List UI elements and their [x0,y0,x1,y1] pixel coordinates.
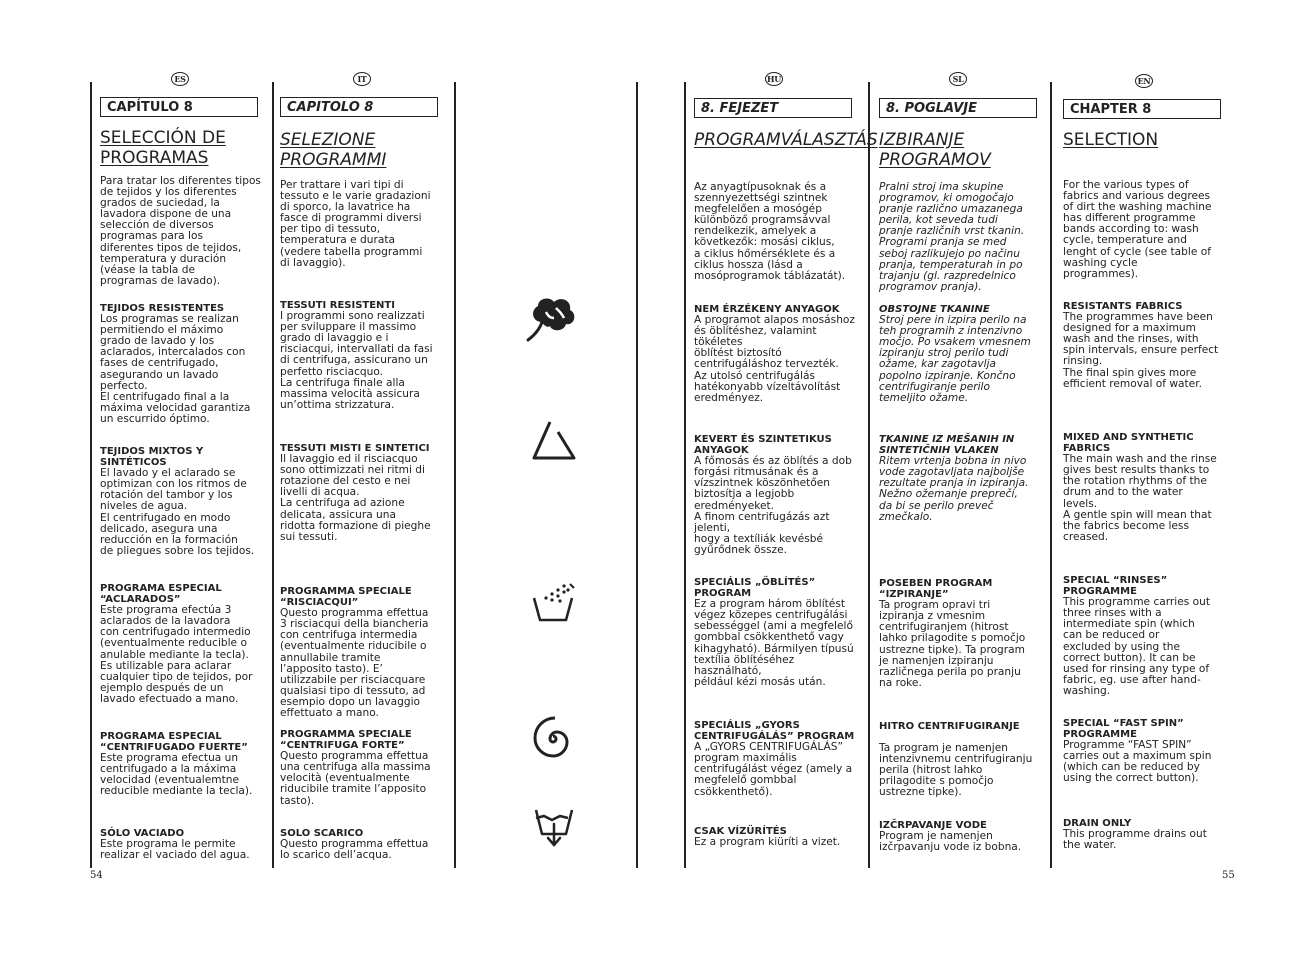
section-rinse: POSEBEN PROGRAM “IZPIRANJE” Ta program opravi tri izpiranja z vmesnim centrifugiranjem (hitrost lahko prilagodite s pomočjo ustrezne tipke). Ta program je namenjen izpiranju različnega perila po pranju na roke. [879,578,1026,689]
section-title: PROGRAMVÁLASZTÁS [694,130,878,150]
section-spin: SPECIÁLIS „GYORS CENTRIFUGÁLÁS” PROGRAM A „GYORS CENTRIFUGÁLÁS” program maximális centrifugálást végez (amely a megfelelő gombbal csökkenthető). [694,720,855,798]
section-rinse: SPECIÁLIS „ÖBLÍTÉS” PROGRAM Ez a program három öblítést végez közepes centrifugálási sebességgel (ami a megfelelő gombbal csökkenthető vagy kihagyható). Bármilyen típusú textília öblítéséhez használható, például kézi mosás után. [694,577,854,688]
section-mixed: TKANINE IZ MEŠANIH IN SINTETIČNIH VLAKEN Ritem vrtenja bobna in nivo vode zagotavljata najboljše rezultate pranja in izpiranja. Nežno ožemanje preprečí, da bi se perilo preveč zmečkalo. [879,434,1029,523]
section-drain: CSAK VÍZÜRÍTÉS Ez a program kiüríti a vizet. [694,826,841,849]
chapter-label: CAPÍTULO 8 [100,97,258,117]
divider-line [868,82,870,868]
section-title: SELECCIÓN DE PROGRAMAS [100,128,226,168]
section-drain: IZČRPAVANJE VODE Program je namenjen izčrpavanju vode iz bobna. [879,820,1022,854]
language-flag-hu: HU [765,72,783,86]
section-mixed: TESSUTI MISTI E SINTETICI Il lavaggio ed il risciacquo sono ottimizzati nei ritmi di rotazione del cesto e nei livelli di acqua. La centrifuga ad azione delicata, assicura una ridotta formazione di pieghe sui tessuti. [280,443,431,543]
intro-text: Per trattare i vari tipi di tessuto e le varie gradazioni di sporco, la lavatrice ha fasce di programmi diversi per tipo di tessuto, temperatura e durata (vedere tabella programmi di lavaggio). [280,179,431,269]
section-spin: PROGRAMMA SPECIALE “CENTRIFUGA FORTE” Questo programma effettua una centrifuga alla massima velocità (eventualmente riducibile tramite l’apposito tasto). [280,729,431,807]
section-title: IZBIRANJE PROGRAMOV [879,130,991,170]
section-mixed: MIXED AND SYNTHETIC FABRICS The main wash and the rinse gives best results thanks to the rotation rhythms of the drum and to the water levels. A gentle spin will mean that the fabrics become less creased. [1063,432,1217,543]
chapter-label: 8. POGLAVJE [879,98,1037,118]
intro-text: Az anyagtípusoknak és a szennyezettségi szintnek megfelelően a mosógép különböző programsávval rendelkezik, amelyek a következők: mosási ciklus, a ciklus hőmérséklete és a ciklus hossza (lásd a mosóprogramok táblázatát). [694,181,846,282]
rinse-icon [530,582,576,624]
intro-text: Para tratar los diferentes tipos de tejidos y los diferentes grados de suciedad, la lavadora dispone de una selección de diversos programas para los diferentes tipos de tejidos, temperatura y duración (véase la tabla de programas de lavado). [100,175,261,287]
section-rinse: PROGRAMMA SPECIALE “RISCIACQUI” Questo programma effettua 3 risciacqui della biancheria con centrifuga intermedia (eventualmente riducibile o annullabile tramite l’apposito tasto). E’ utilizzabile per risciacquare qualsiasi tipo di tessuto, ad esempio dopo un lavaggio effettuato a mano. [280,586,429,720]
section-resistant: NEM ÉRZÉKENY ANYAGOK A programot alapos mosáshoz és öblítéshez, valamint tökéletes öblítést biztosító centrifugáláshoz tervezték. Az utolsó centrifugálás hatékonyabb vízeltávolítást eredményez. [694,304,855,404]
intro-text: Pralni stroj ima skupine programov, ki omogočajo pranje različno umazanega perila, kot seveda tudi pranje različnih vrst tkanin. Programi pranja se med seboj razlikujejo po načinu pranja, temperaturah in po trajanju (gl. razpredelnico programov pranja). [879,181,1025,293]
spin-icon [530,716,576,762]
chapter-label: CHAPTER 8 [1063,99,1221,119]
section-title: SELEZIONE PROGRAMMI [280,130,387,170]
synthetic-icon [530,418,578,464]
language-flag-sl: SL [949,72,967,86]
section-rinse: SPECIAL “RINSES” PROGRAMME This programme carries out three rinses with a intermediate spin (which can be reduced or excluded by using the correct button). It can be used for rinsing any type of fabric, eg. use after hand- washing. [1063,575,1210,697]
section-drain: SÓLO VACIADO Este programa le permite realizar el vaciado del agua. [100,828,250,862]
divider-line [90,82,92,868]
drain-icon [532,806,576,848]
chapter-label: CAPITOLO 8 [280,97,438,117]
page-number-right: 55 [1222,870,1235,881]
language-flag-en: EN [1135,74,1153,88]
section-spin: HITRO CENTRIFUGIRANJE Ta program je namenjen intenzivnemu centrifugiranju perila (hitrost lahko prilagodite s pomočjo ustrezne tipke). [879,721,1033,799]
divider-line [272,82,274,868]
section-mixed: KEVERT ÉS SZINTETIKUS ANYAGOK A főmosás és az öblítés a dob forgási ritmusának és a vízszintnek köszönhetően biztosítja a legjobb eredményeket. A finom centrifugázás azt jelenti, hogy a textíliák kevésbé gyűrődnek össze. [694,434,852,556]
page-number-left: 54 [90,870,103,881]
intro-text: For the various types of fabrics and various degrees of dirt the washing machine has different programme bands according to: wash cycle, temperature and lenght of cycle (see table of washing cycle programmes). [1063,179,1212,280]
language-flag-es: ES [171,72,189,86]
section-spin: SPECIAL “FAST SPIN” PROGRAMME Programme “FAST SPIN” carries out a maximum spin (which can be reduced by using the correct button). [1063,718,1212,785]
section-title: SELECTION [1063,130,1159,150]
section-mixed: TEJIDOS MIXTOS Y SINTÉTICOS El lavado y el aclarado se optimizan con los ritmos de rotación del tambor y los niveles de agua. El centrifugado en modo delicado, asegura una reducción en la formación de pliegues sobre los tejidos. [100,446,255,557]
divider-line [636,82,638,868]
chapter-label: 8. FEJEZET [694,98,852,118]
divider-line [1050,82,1052,868]
section-resistant: TESSUTI RESISTENTI I programmi sono realizzati per sviluppare il massimo grado di lavaggio e i risciacqui, intervallati da fasi di centrifuga, assicurano un perfetto risciacquo. La centrifuga finale alla massima velocità assicura un’ottima strizzatura. [280,300,433,411]
section-drain: DRAIN ONLY This programme drains out the water. [1063,818,1207,852]
section-drain: SOLO SCARICO Questo programma effettua lo scarico dell’acqua. [280,828,429,862]
divider-line [454,82,456,868]
cotton-icon [520,294,582,346]
section-rinse: PROGRAMA ESPECIAL “ACLARADOS” Este programa efectúa 3 aclarados de la lavadora con centrifugado intermedio (eventualmente reducible o anulable mediante la tecla). Es utilizable para aclarar cualquier tipo de tejidos, por ejemplo después de un lavado efectuado a mano. [100,583,253,705]
language-flag-it: IT [353,72,371,86]
section-resistant: RESISTANTS FABRICS The programmes have been designed for a maximum wash and the rinses, with spin intervals, ensure perfect rinsing. The final spin gives more efficient removal of water. [1063,301,1219,390]
section-resistant: OBSTOJNE TKANINE Stroj pere in izpira perilo na teh programih z intenzivno močjo. Po vsakem vmesnem izpiranju stroj perilo tudi ožame, kar zagotavlja popolno izpiranje. Končno centrifugiranje perilo temeljito ožame. [879,304,1031,404]
divider-line [684,82,686,868]
section-resistant: TEJIDOS RESISTENTES Los programas se realizan permitiendo el máximo grado de lavado y los aclarados, intercalados con fases de centrifugado, asegurando un lavado perfecto. El centrifugado final a la máxima velocidad garantiza un escurrido óptimo. [100,303,251,425]
section-spin: PROGRAMA ESPECIAL “CENTRIFUGADO FUERTE” Este programa efectua un centrifugado a la máxima velocidad (eventualemtne reducible mediante la tecla). [100,731,253,798]
